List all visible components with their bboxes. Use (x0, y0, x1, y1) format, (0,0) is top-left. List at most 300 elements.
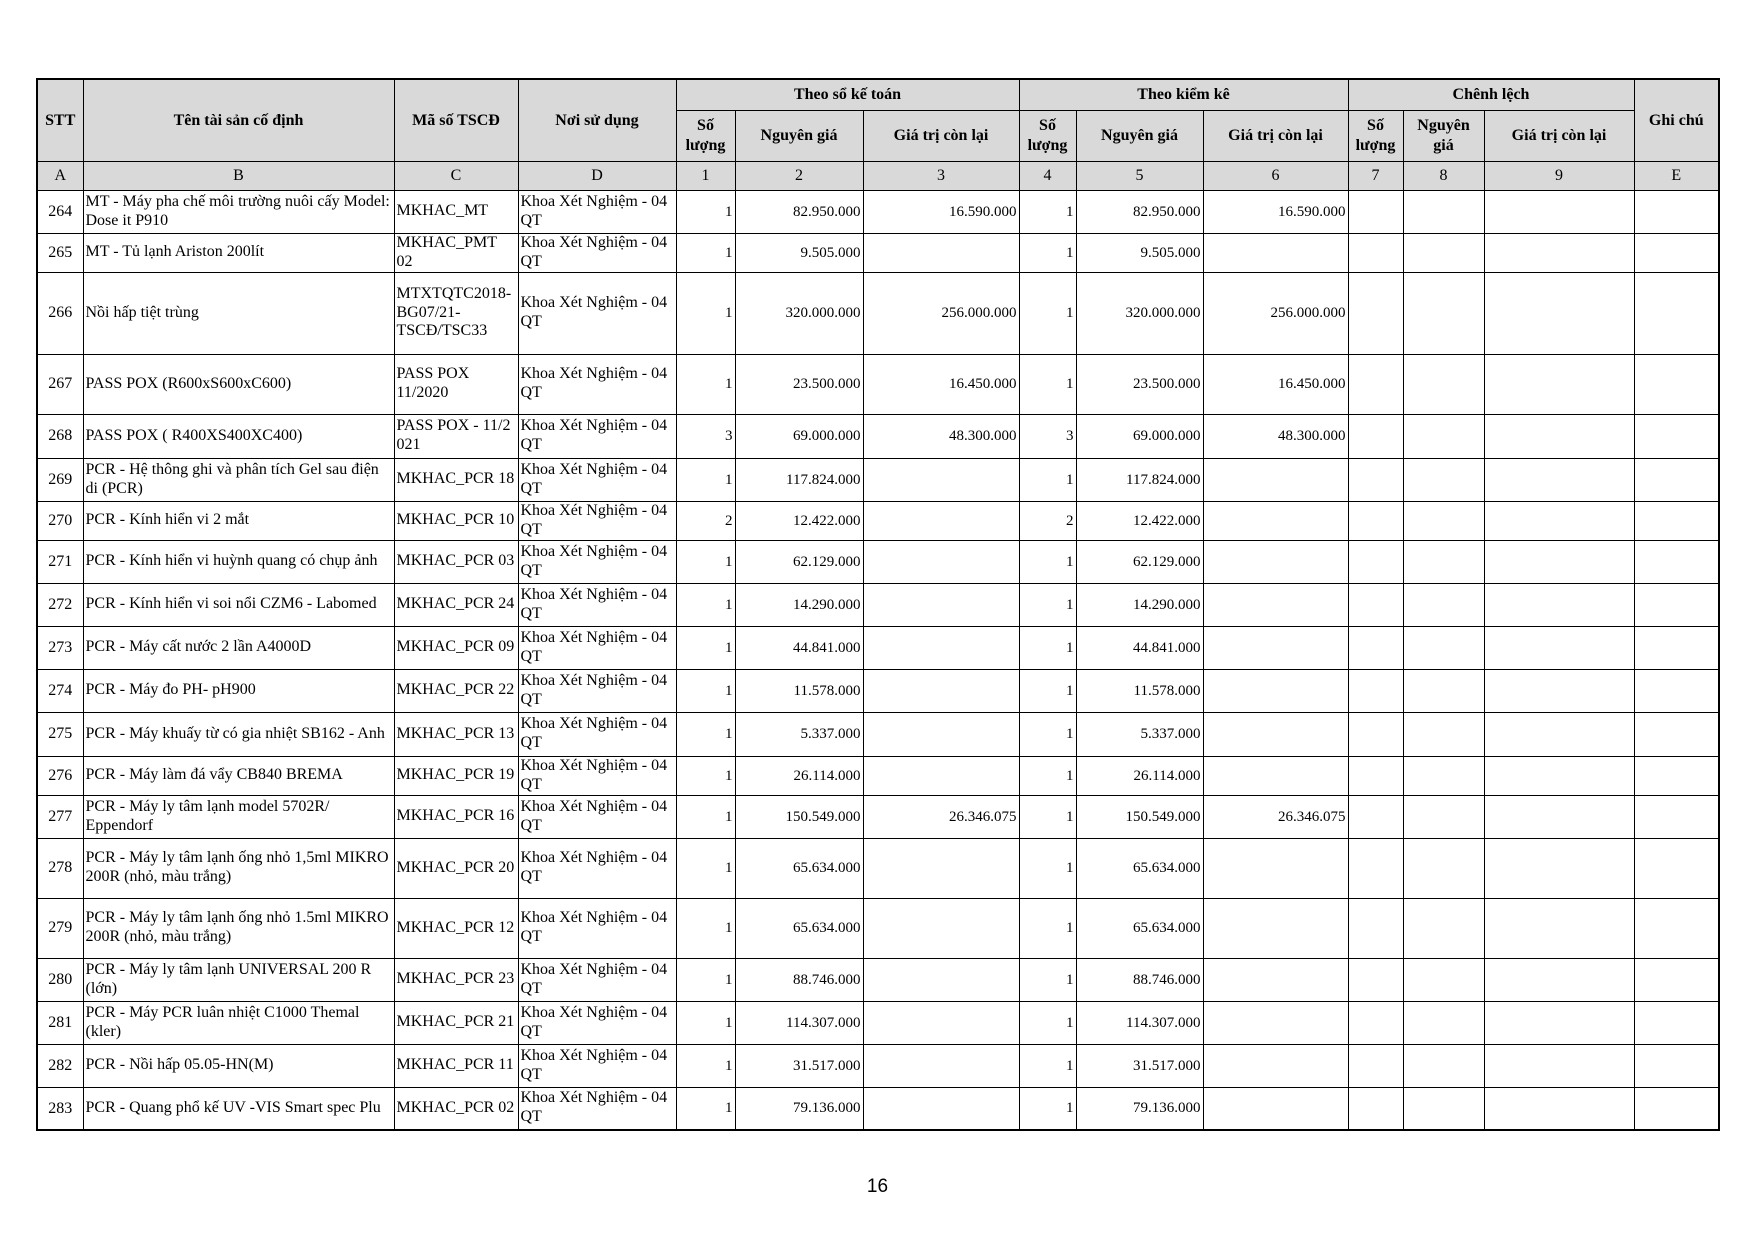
table-row (37, 583, 1719, 626)
row-diff-qty (1348, 233, 1403, 272)
row-diff-original-price (1403, 958, 1484, 1001)
row-note (1634, 414, 1719, 458)
row-place-of-use: Khoa Xét Nghiệm - 04 QT (518, 1001, 676, 1044)
row-diff-remaining-value (1484, 1001, 1634, 1044)
row-books-original-price: 65.634.000 (735, 898, 863, 958)
row-stt: 275 (37, 712, 83, 756)
row-books-remaining-value (863, 712, 1019, 756)
row-books-remaining-value: 16.590.000 (863, 190, 1019, 233)
header-asset-name: Tên tài sản cố định (83, 79, 394, 161)
row-inventory-remaining-value (1203, 958, 1348, 1001)
row-books-remaining-value (863, 501, 1019, 540)
row-place-of-use: Khoa Xét Nghiệm - 04 QT (518, 712, 676, 756)
row-diff-original-price (1403, 756, 1484, 795)
row-books-qty: 1 (676, 1001, 735, 1044)
row-stt: 278 (37, 838, 83, 898)
row-books-remaining-value (863, 898, 1019, 958)
row-place-of-use: Khoa Xét Nghiệm - 04 QT (518, 756, 676, 795)
row-diff-original-price (1403, 354, 1484, 414)
row-inventory-original-price: 88.746.000 (1076, 958, 1203, 1001)
column-code-row (37, 161, 1719, 190)
header-inventory-qty: Số lượng (1019, 110, 1076, 161)
page-number: 16 (866, 1176, 889, 1197)
row-note (1634, 838, 1719, 898)
row-asset-code: MKHAC_PCR 24 (394, 583, 518, 626)
row-asset-name: PCR - Kính hiển vi 2 mắt (83, 501, 394, 540)
row-books-qty: 1 (676, 898, 735, 958)
header-books-qty: Số lượng (676, 110, 735, 161)
row-inventory-qty: 1 (1019, 898, 1076, 958)
row-diff-qty (1348, 626, 1403, 669)
row-diff-remaining-value (1484, 795, 1634, 838)
row-diff-remaining-value (1484, 1044, 1634, 1087)
row-diff-qty (1348, 583, 1403, 626)
row-diff-qty (1348, 795, 1403, 838)
header-place-of-use: Nơi sử dụng (518, 79, 676, 161)
table-row (37, 1087, 1719, 1130)
header-group-books: Theo sổ kế toán (676, 79, 1019, 110)
row-place-of-use: Khoa Xét Nghiệm - 04 QT (518, 354, 676, 414)
row-books-remaining-value: 16.450.000 (863, 354, 1019, 414)
table-row (37, 1001, 1719, 1044)
row-diff-qty (1348, 838, 1403, 898)
row-inventory-qty: 1 (1019, 272, 1076, 354)
row-diff-original-price (1403, 795, 1484, 838)
row-place-of-use: Khoa Xét Nghiệm - 04 QT (518, 190, 676, 233)
row-place-of-use: Khoa Xét Nghiệm - 04 QT (518, 414, 676, 458)
header-diff-qty: Số lượng (1348, 110, 1403, 161)
row-diff-remaining-value (1484, 1087, 1634, 1130)
row-place-of-use: Khoa Xét Nghiệm - 04 QT (518, 795, 676, 838)
row-inventory-original-price: 26.114.000 (1076, 756, 1203, 795)
row-inventory-qty: 1 (1019, 756, 1076, 795)
row-books-original-price: 23.500.000 (735, 354, 863, 414)
row-books-qty: 1 (676, 354, 735, 414)
row-diff-qty (1348, 898, 1403, 958)
table-row (37, 958, 1719, 1001)
row-inventory-remaining-value (1203, 233, 1348, 272)
row-inventory-remaining-value (1203, 1087, 1348, 1130)
row-diff-qty (1348, 669, 1403, 712)
header-books-remaining-value: Giá trị còn lại (863, 110, 1019, 161)
table-row (37, 458, 1719, 501)
table-row (37, 354, 1719, 414)
row-asset-name: PCR - Máy PCR luân nhiệt C1000 Themal (kler) (83, 1001, 394, 1044)
col-code: E (1634, 161, 1719, 190)
row-asset-code: MTXTQTC2018-BG07/21-TSCĐ/TSC33 (394, 272, 518, 354)
col-code: 5 (1076, 161, 1203, 190)
row-inventory-remaining-value (1203, 712, 1348, 756)
row-books-original-price: 114.307.000 (735, 1001, 863, 1044)
row-diff-original-price (1403, 898, 1484, 958)
row-books-original-price: 69.000.000 (735, 414, 863, 458)
row-note (1634, 540, 1719, 583)
asset-inventory-table (36, 78, 1720, 1131)
row-books-qty: 1 (676, 540, 735, 583)
row-books-remaining-value (863, 626, 1019, 669)
row-stt: 270 (37, 501, 83, 540)
table-row (37, 1044, 1719, 1087)
row-books-qty: 1 (676, 756, 735, 795)
header-stt: STT (37, 79, 83, 161)
table-row (37, 756, 1719, 795)
row-place-of-use: Khoa Xét Nghiệm - 04 QT (518, 1087, 676, 1130)
row-diff-remaining-value (1484, 756, 1634, 795)
row-diff-original-price (1403, 414, 1484, 458)
row-asset-name: PCR - Quang phổ kế UV -VIS Smart spec Plu (83, 1087, 394, 1130)
row-books-original-price: 9.505.000 (735, 233, 863, 272)
row-inventory-remaining-value: 48.300.000 (1203, 414, 1348, 458)
row-note (1634, 1087, 1719, 1130)
row-note (1634, 626, 1719, 669)
row-books-original-price: 320.000.000 (735, 272, 863, 354)
row-books-qty: 3 (676, 414, 735, 458)
header-diff-original-price: Nguyên giá (1403, 110, 1484, 161)
row-books-qty: 1 (676, 190, 735, 233)
row-note (1634, 1044, 1719, 1087)
row-diff-original-price (1403, 233, 1484, 272)
row-books-original-price: 88.746.000 (735, 958, 863, 1001)
row-books-remaining-value (863, 458, 1019, 501)
row-asset-code: MKHAC_PCR 09 (394, 626, 518, 669)
row-inventory-qty: 1 (1019, 458, 1076, 501)
row-diff-remaining-value (1484, 669, 1634, 712)
row-inventory-original-price: 62.129.000 (1076, 540, 1203, 583)
row-diff-remaining-value (1484, 414, 1634, 458)
table-row (37, 898, 1719, 958)
row-note (1634, 272, 1719, 354)
table-row (37, 272, 1719, 354)
row-asset-name: PCR - Máy đo PH- pH900 (83, 669, 394, 712)
row-asset-code: MKHAC_PCR 02 (394, 1087, 518, 1130)
row-stt: 269 (37, 458, 83, 501)
row-inventory-original-price: 12.422.000 (1076, 501, 1203, 540)
row-asset-code: MKHAC_PCR 03 (394, 540, 518, 583)
row-inventory-remaining-value: 26.346.075 (1203, 795, 1348, 838)
row-inventory-qty: 1 (1019, 190, 1076, 233)
row-diff-qty (1348, 1087, 1403, 1130)
col-code: 1 (676, 161, 735, 190)
row-asset-code: MKHAC_PCR 20 (394, 838, 518, 898)
row-note (1634, 501, 1719, 540)
row-inventory-qty: 1 (1019, 1044, 1076, 1087)
row-books-remaining-value (863, 838, 1019, 898)
row-diff-qty (1348, 414, 1403, 458)
row-diff-qty (1348, 958, 1403, 1001)
row-books-original-price: 44.841.000 (735, 626, 863, 669)
row-inventory-qty: 1 (1019, 958, 1076, 1001)
table-row (37, 414, 1719, 458)
row-asset-code: MKHAC_PCR 19 (394, 756, 518, 795)
row-note (1634, 1001, 1719, 1044)
row-inventory-qty: 3 (1019, 414, 1076, 458)
table-row (37, 712, 1719, 756)
row-inventory-remaining-value (1203, 1001, 1348, 1044)
row-diff-original-price (1403, 712, 1484, 756)
row-diff-original-price (1403, 540, 1484, 583)
row-books-remaining-value (863, 540, 1019, 583)
row-inventory-original-price: 82.950.000 (1076, 190, 1203, 233)
header-asset-code: Mã số TSCĐ (394, 79, 518, 161)
row-diff-qty (1348, 712, 1403, 756)
row-books-original-price: 117.824.000 (735, 458, 863, 501)
row-books-original-price: 82.950.000 (735, 190, 863, 233)
row-diff-original-price (1403, 583, 1484, 626)
row-books-qty: 1 (676, 458, 735, 501)
row-inventory-qty: 1 (1019, 354, 1076, 414)
row-diff-original-price (1403, 1044, 1484, 1087)
row-stt: 279 (37, 898, 83, 958)
row-inventory-qty: 1 (1019, 233, 1076, 272)
row-diff-qty (1348, 272, 1403, 354)
row-books-remaining-value: 256.000.000 (863, 272, 1019, 354)
header-note: Ghi chú (1634, 79, 1719, 161)
row-place-of-use: Khoa Xét Nghiệm - 04 QT (518, 540, 676, 583)
row-asset-code: MKHAC_PCR 13 (394, 712, 518, 756)
row-stt: 265 (37, 233, 83, 272)
row-asset-code: MKHAC_MT (394, 190, 518, 233)
row-asset-code: MKHAC_PCR 12 (394, 898, 518, 958)
row-inventory-remaining-value (1203, 669, 1348, 712)
row-place-of-use: Khoa Xét Nghiệm - 04 QT (518, 838, 676, 898)
header-group-difference: Chênh lệch (1348, 79, 1634, 110)
row-asset-code: PASS POX - 11/2 021 (394, 414, 518, 458)
row-place-of-use: Khoa Xét Nghiệm - 04 QT (518, 1044, 676, 1087)
header-inventory-original-price: Nguyên giá (1076, 110, 1203, 161)
row-stt: 272 (37, 583, 83, 626)
row-books-original-price: 11.578.000 (735, 669, 863, 712)
row-place-of-use: Khoa Xét Nghiệm - 04 QT (518, 501, 676, 540)
row-books-original-price: 26.114.000 (735, 756, 863, 795)
row-stt: 267 (37, 354, 83, 414)
table-row (37, 669, 1719, 712)
col-code: 7 (1348, 161, 1403, 190)
row-diff-qty (1348, 458, 1403, 501)
row-books-remaining-value (863, 958, 1019, 1001)
row-books-original-price: 5.337.000 (735, 712, 863, 756)
row-asset-code: MKHAC_PCR 16 (394, 795, 518, 838)
row-stt: 283 (37, 1087, 83, 1130)
row-inventory-qty: 1 (1019, 540, 1076, 583)
row-books-remaining-value: 48.300.000 (863, 414, 1019, 458)
table-row (37, 838, 1719, 898)
row-books-original-price: 12.422.000 (735, 501, 863, 540)
row-diff-remaining-value (1484, 838, 1634, 898)
row-asset-code: PASS POX 11/2020 (394, 354, 518, 414)
row-place-of-use: Khoa Xét Nghiệm - 04 QT (518, 272, 676, 354)
row-books-remaining-value (863, 233, 1019, 272)
row-inventory-original-price: 114.307.000 (1076, 1001, 1203, 1044)
row-books-qty: 2 (676, 501, 735, 540)
row-note (1634, 795, 1719, 838)
row-note (1634, 458, 1719, 501)
row-note (1634, 233, 1719, 272)
row-inventory-original-price: 79.136.000 (1076, 1087, 1203, 1130)
row-diff-remaining-value (1484, 272, 1634, 354)
table-row (37, 501, 1719, 540)
row-place-of-use: Khoa Xét Nghiệm - 04 QT (518, 626, 676, 669)
header-books-original-price: Nguyên giá (735, 110, 863, 161)
row-books-qty: 1 (676, 838, 735, 898)
row-stt: 273 (37, 626, 83, 669)
row-asset-code: MKHAC_PCR 23 (394, 958, 518, 1001)
row-books-qty: 1 (676, 583, 735, 626)
col-code: 9 (1484, 161, 1634, 190)
row-diff-remaining-value (1484, 898, 1634, 958)
row-asset-name: PCR - Máy ly tâm lạnh ống nhỏ 1.5ml MIKRO 200R (nhỏ, màu trắng) (83, 898, 394, 958)
row-asset-name: PCR - Máy ly tâm lạnh model 5702R/ Eppendorf (83, 795, 394, 838)
row-inventory-qty: 1 (1019, 712, 1076, 756)
row-inventory-original-price: 117.824.000 (1076, 458, 1203, 501)
row-asset-name: MT - Máy pha chế môi trường nuôi cấy Model: Dose it P910 (83, 190, 394, 233)
row-stt: 264 (37, 190, 83, 233)
row-place-of-use: Khoa Xét Nghiệm - 04 QT (518, 958, 676, 1001)
row-inventory-remaining-value: 16.590.000 (1203, 190, 1348, 233)
row-diff-original-price (1403, 626, 1484, 669)
row-inventory-remaining-value (1203, 501, 1348, 540)
col-code: 4 (1019, 161, 1076, 190)
row-inventory-remaining-value (1203, 458, 1348, 501)
row-asset-name: PCR - Máy làm đá vẩy CB840 BREMA (83, 756, 394, 795)
header-inventory-remaining-value: Giá trị còn lại (1203, 110, 1348, 161)
table-row (37, 795, 1719, 838)
row-inventory-qty: 1 (1019, 626, 1076, 669)
row-note (1634, 756, 1719, 795)
row-note (1634, 583, 1719, 626)
row-asset-code: MKHAC_PMT 02 (394, 233, 518, 272)
table-row (37, 233, 1719, 272)
row-stt: 274 (37, 669, 83, 712)
row-stt: 266 (37, 272, 83, 354)
header-diff-remaining-value: Giá trị còn lại (1484, 110, 1634, 161)
row-diff-remaining-value (1484, 501, 1634, 540)
row-asset-code: MKHAC_PCR 10 (394, 501, 518, 540)
row-inventory-qty: 2 (1019, 501, 1076, 540)
row-inventory-original-price: 69.000.000 (1076, 414, 1203, 458)
row-place-of-use: Khoa Xét Nghiệm - 04 QT (518, 669, 676, 712)
row-diff-original-price (1403, 669, 1484, 712)
row-diff-remaining-value (1484, 190, 1634, 233)
row-inventory-original-price: 65.634.000 (1076, 838, 1203, 898)
row-diff-remaining-value (1484, 354, 1634, 414)
row-asset-code: MKHAC_PCR 11 (394, 1044, 518, 1087)
row-books-qty: 1 (676, 626, 735, 669)
row-note (1634, 190, 1719, 233)
row-place-of-use: Khoa Xét Nghiệm - 04 QT (518, 233, 676, 272)
row-inventory-qty: 1 (1019, 669, 1076, 712)
row-inventory-remaining-value: 256.000.000 (1203, 272, 1348, 354)
row-inventory-original-price: 23.500.000 (1076, 354, 1203, 414)
row-books-original-price: 150.549.000 (735, 795, 863, 838)
row-asset-name: Nồi hấp tiệt trùng (83, 272, 394, 354)
row-books-qty: 1 (676, 272, 735, 354)
row-inventory-original-price: 65.634.000 (1076, 898, 1203, 958)
row-stt: 281 (37, 1001, 83, 1044)
row-diff-remaining-value (1484, 540, 1634, 583)
row-diff-qty (1348, 501, 1403, 540)
row-inventory-qty: 1 (1019, 1001, 1076, 1044)
row-inventory-original-price: 5.337.000 (1076, 712, 1203, 756)
row-asset-code: MKHAC_PCR 22 (394, 669, 518, 712)
row-diff-remaining-value (1484, 233, 1634, 272)
row-note (1634, 712, 1719, 756)
row-diff-original-price (1403, 458, 1484, 501)
row-asset-name: PCR - Kính hiển vi soi nổi CZM6 - Labomed (83, 583, 394, 626)
row-diff-remaining-value (1484, 583, 1634, 626)
row-diff-remaining-value (1484, 626, 1634, 669)
row-books-qty: 1 (676, 712, 735, 756)
row-books-qty: 1 (676, 958, 735, 1001)
row-books-original-price: 62.129.000 (735, 540, 863, 583)
table-body (37, 190, 1719, 1130)
row-note (1634, 354, 1719, 414)
row-diff-original-price (1403, 838, 1484, 898)
col-code: D (518, 161, 676, 190)
row-books-original-price: 79.136.000 (735, 1087, 863, 1130)
row-books-original-price: 14.290.000 (735, 583, 863, 626)
col-code: A (37, 161, 83, 190)
row-asset-name: PCR - Máy khuấy từ có gia nhiệt SB162 - Anh (83, 712, 394, 756)
row-inventory-remaining-value (1203, 1044, 1348, 1087)
row-place-of-use: Khoa Xét Nghiệm - 04 QT (518, 898, 676, 958)
row-diff-qty (1348, 190, 1403, 233)
row-books-remaining-value (863, 583, 1019, 626)
row-diff-original-price (1403, 1087, 1484, 1130)
table-row (37, 190, 1719, 233)
row-diff-qty (1348, 1044, 1403, 1087)
row-diff-remaining-value (1484, 712, 1634, 756)
row-books-original-price: 65.634.000 (735, 838, 863, 898)
col-code: C (394, 161, 518, 190)
row-books-remaining-value (863, 1001, 1019, 1044)
row-books-remaining-value: 26.346.075 (863, 795, 1019, 838)
row-note (1634, 669, 1719, 712)
row-asset-code: MKHAC_PCR 18 (394, 458, 518, 501)
row-inventory-qty: 1 (1019, 583, 1076, 626)
row-books-remaining-value (863, 1044, 1019, 1087)
row-books-qty: 1 (676, 1044, 735, 1087)
table-row (37, 540, 1719, 583)
row-stt: 277 (37, 795, 83, 838)
col-code: 3 (863, 161, 1019, 190)
row-asset-name: PCR - Kính hiển vi huỳnh quang có chụp ảnh (83, 540, 394, 583)
col-code: B (83, 161, 394, 190)
col-code: 6 (1203, 161, 1348, 190)
row-inventory-qty: 1 (1019, 1087, 1076, 1130)
row-books-qty: 1 (676, 233, 735, 272)
row-inventory-remaining-value (1203, 540, 1348, 583)
row-inventory-remaining-value (1203, 898, 1348, 958)
row-asset-name: PASS POX (R600xS600xC600) (83, 354, 394, 414)
row-stt: 271 (37, 540, 83, 583)
row-asset-name: PASS POX ( R400XS400XC400) (83, 414, 394, 458)
col-code: 8 (1403, 161, 1484, 190)
row-note (1634, 898, 1719, 958)
row-diff-qty (1348, 354, 1403, 414)
row-books-qty: 1 (676, 669, 735, 712)
row-books-original-price: 31.517.000 (735, 1044, 863, 1087)
row-diff-original-price (1403, 1001, 1484, 1044)
row-inventory-original-price: 150.549.000 (1076, 795, 1203, 838)
row-inventory-original-price: 9.505.000 (1076, 233, 1203, 272)
row-diff-original-price (1403, 272, 1484, 354)
row-diff-qty (1348, 1001, 1403, 1044)
row-stt: 280 (37, 958, 83, 1001)
row-inventory-original-price: 14.290.000 (1076, 583, 1203, 626)
row-inventory-remaining-value (1203, 626, 1348, 669)
row-inventory-remaining-value (1203, 838, 1348, 898)
row-inventory-qty: 1 (1019, 795, 1076, 838)
